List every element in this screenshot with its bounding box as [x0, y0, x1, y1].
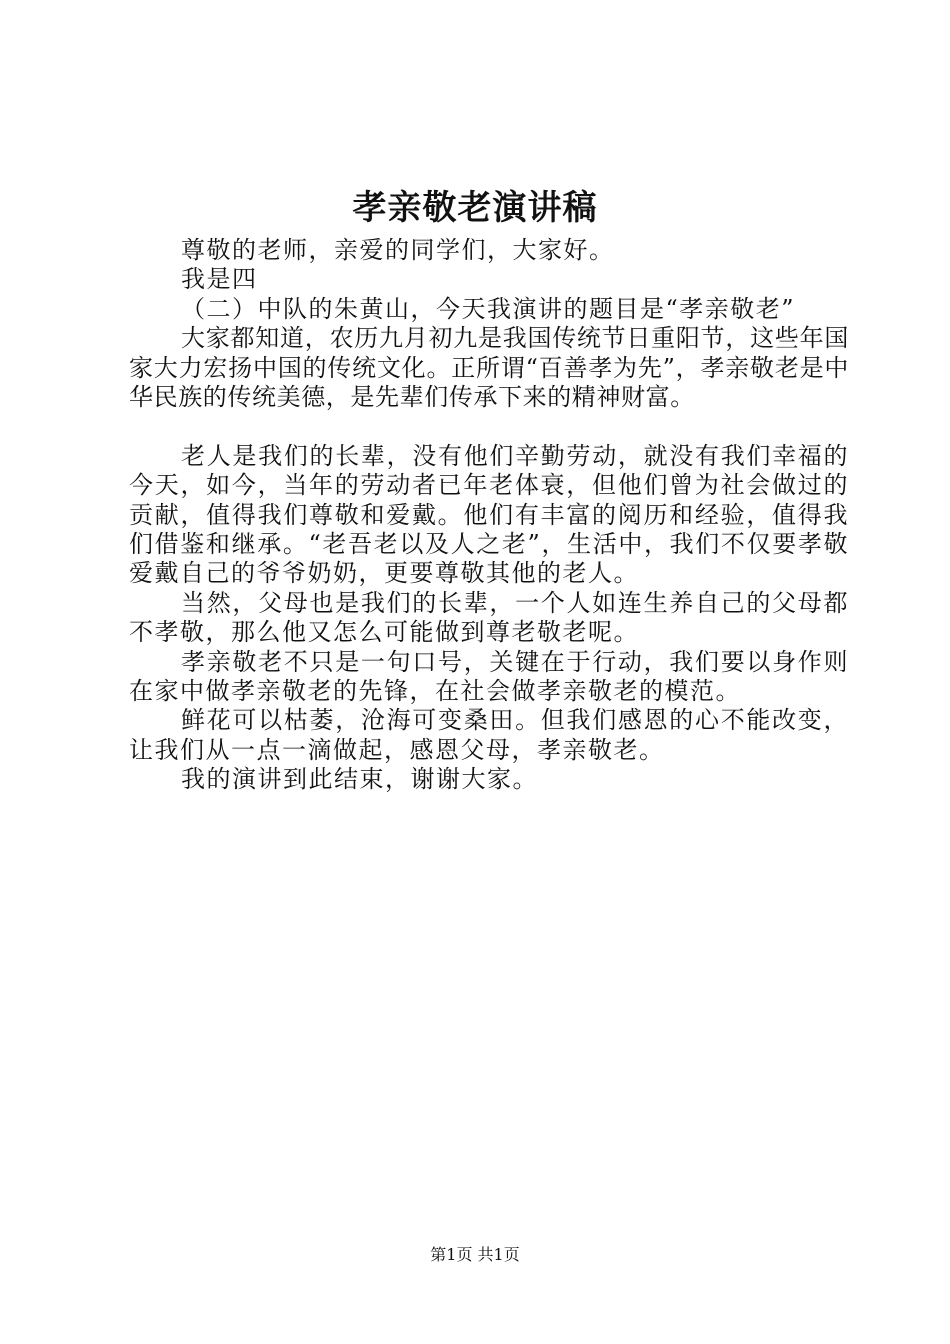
paragraph-action: 孝亲敬老不只是一句口号，关键在于行动，我们要以身作则在家中做孝亲敬老的先锋，在社会做孝亲敬老的模范。 — [129, 647, 849, 706]
paragraph-chongyang: 大家都知道，农历九月初九是我国传统节日重阳节，这些年国家大力宏扬中国的传统文化。正所谓“百善孝为先”，孝亲敬老是中华民族的传统美德，是先辈们传承下来的精神财富。 — [129, 324, 849, 412]
paragraph-intro-line-1: 我是四 — [181, 265, 258, 294]
paragraph-spacer — [129, 412, 849, 441]
page-footer: 第1页 共1页 — [430, 1245, 520, 1264]
paragraph-gratitude: 鲜花可以枯萎，沧海可变桑田。但我们感恩的心不能改变，让我们从一点一滴做起，感恩父母，孝亲敬老。 — [129, 706, 849, 764]
paragraph-parents: 当然，父母也是我们的长辈，一个人如连生养自己的父母都不孝敬，那么他又怎么可能做到尊老敬老呢。 — [129, 588, 849, 647]
paragraph-closing: 我的演讲到此结束，谢谢大家。 — [181, 765, 538, 794]
paragraph-intro-line-2: （二）中队的朱黄山，今天我演讲的题目是“孝亲敬老” — [181, 294, 796, 323]
document-title: 孝亲敬老演讲稿 — [352, 188, 598, 228]
document-body — [129, 236, 849, 795]
paragraph-elders: 老人是我们的长辈，没有他们辛勤劳动，就没有我们幸福的今天，如今，当年的劳动者已年老体衰，但他们曾为社会做过的贡献，值得我们尊敬和爱戴。他们有丰富的阅历和经验，值得我们借鉴和继承。“老吾老以及人之老”，生活中，我们不仅要孝敬爱戴自己的爷爷奶奶，更要尊敬其他的老人。 — [129, 441, 849, 588]
paragraph-greeting: 尊敬的老师，亲爱的同学们，大家好。 — [181, 236, 615, 264]
